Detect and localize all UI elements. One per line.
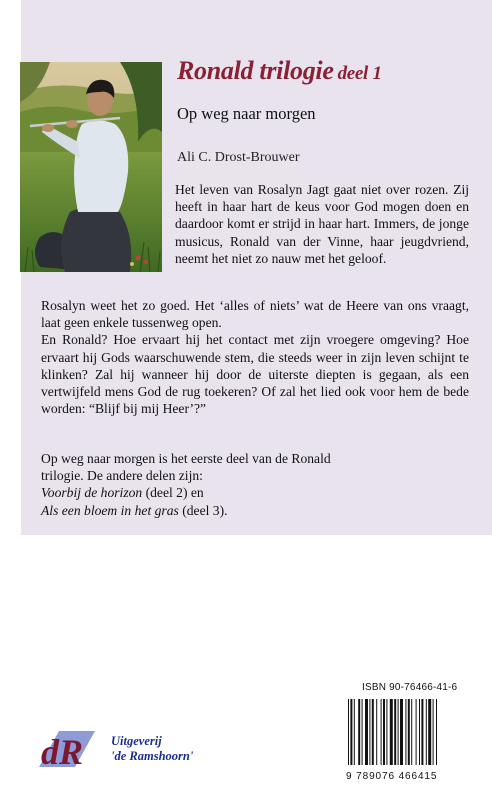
series-title bbox=[177, 56, 382, 86]
publisher-line-1: Uitgeverij bbox=[111, 734, 162, 748]
blurb-paragraph-2 bbox=[41, 297, 469, 417]
publisher-logo bbox=[33, 727, 105, 771]
barcode bbox=[344, 697, 468, 767]
book-3-title: Als een bloem in het gras bbox=[41, 502, 179, 518]
series-title-text: Ronald trilogie bbox=[177, 56, 334, 85]
series-book-3 bbox=[41, 502, 341, 519]
volume-label: deel 1 bbox=[337, 63, 382, 84]
blurb-paragraph-1: Het leven van Rosalyn Jagt gaat niet over rozen. Zij heeft in haar hart de keus voor God mogen doen en daardoor komt er strijd in haar hart. Immers, de jonge musicus, Ronald van der Vinne, haar jeugdvriend, neemt het niet zo nauw met het geloof. bbox=[175, 182, 469, 266]
logo-lettering: dR bbox=[41, 732, 84, 771]
publisher-name bbox=[111, 734, 193, 764]
book-title: Op weg naar morgen bbox=[177, 104, 316, 123]
isbn-label: ISBN 90-76466-41-6 bbox=[362, 682, 458, 693]
barcode-bars bbox=[344, 697, 468, 767]
barcode-digits: 9 789076 466415 bbox=[346, 771, 438, 782]
blurb-paragraph-2a: Rosalyn weet het zo goed. Het ‘alles of niets’ wat de Heere van ons vraagt, laat geen enkele tussenweg open. bbox=[41, 298, 469, 331]
book-2-title: Voorbij de horizon bbox=[41, 485, 143, 501]
blurb-paragraph-2b: En Ronald? Hoe ervaart hij het contact met zijn vroegere omgeving? Hoe ervaart hij Gods waarschuwende stem, die steeds weer in zijn leven schijnt te klinken? Zal hij wanneer hij door de uiterste diepten is gegaan, als een vertwijfeld mens God de rug toekeren? Of zal het lied ook voor hem de bede worden: “Blijf bij mij Heer’?” bbox=[41, 332, 469, 417]
author-name: Ali C. Drost-Brouwer bbox=[177, 150, 300, 165]
publisher-line-2: 'de Ramshoorn' bbox=[111, 749, 194, 763]
series-info-line: Op weg naar morgen is het eerste deel van de Ronald trilogie. De andere delen zijn: bbox=[41, 451, 331, 484]
book-2-suffix: (deel 2) en bbox=[142, 485, 204, 501]
series-info bbox=[41, 450, 341, 519]
series-book-2 bbox=[41, 484, 341, 501]
book-3-suffix: (deel 3). bbox=[178, 502, 228, 518]
cover-illustration bbox=[20, 62, 162, 272]
